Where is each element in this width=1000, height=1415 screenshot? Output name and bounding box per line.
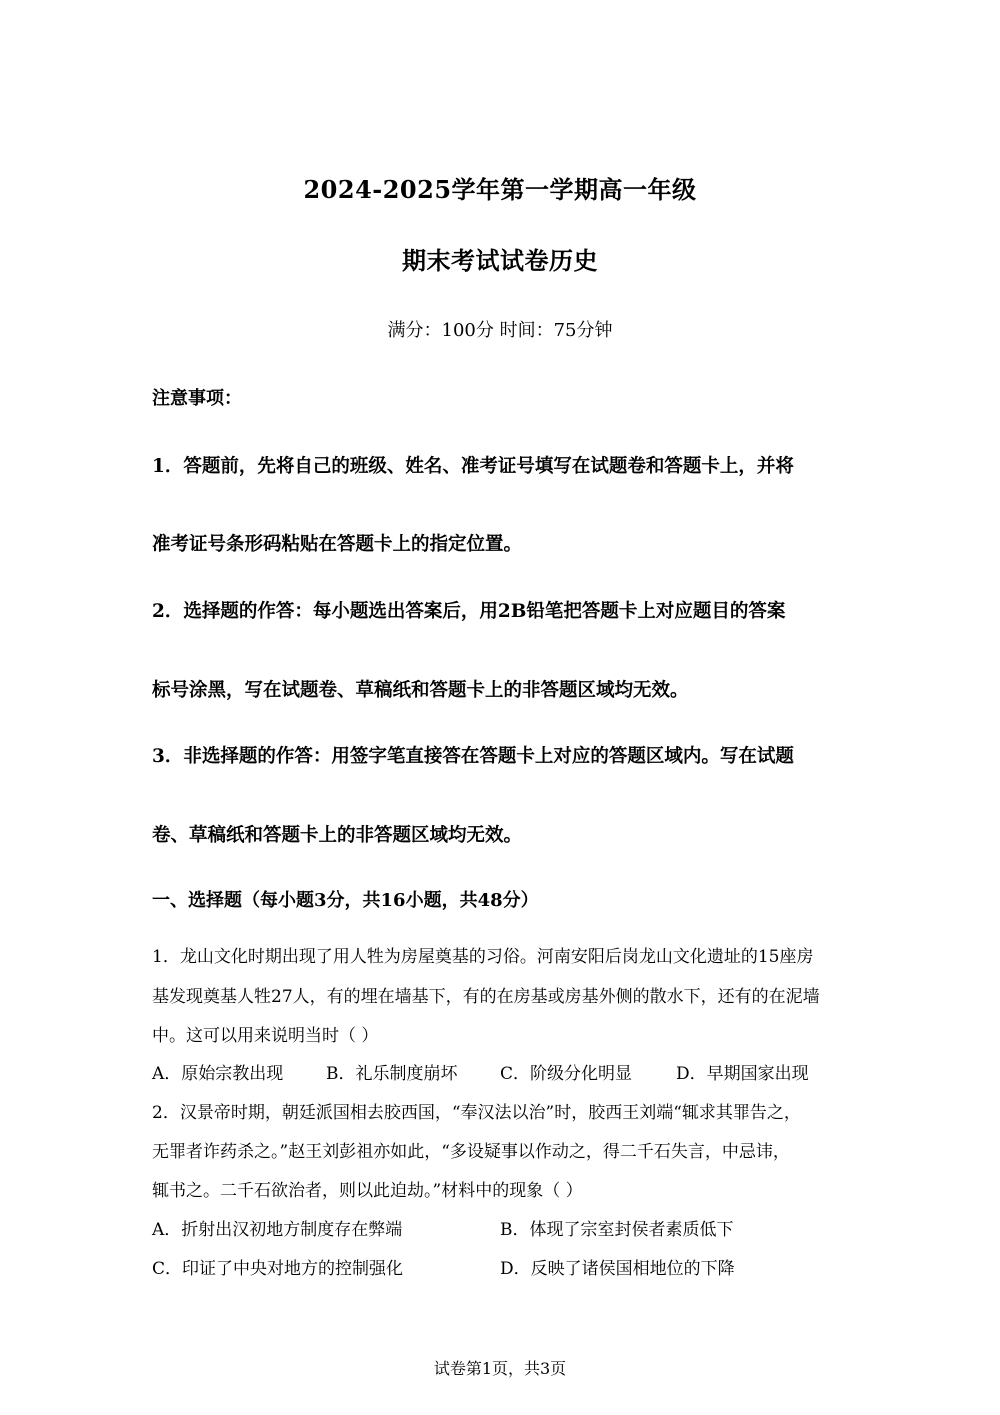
question-1-line: 中。这可以用来说明当时（ ） <box>152 1026 379 1046</box>
question-1-line: 基发现奠基人牲27人，有的埋在墙基下，有的在房基或房基外侧的散水下，还有的在泥墙 <box>152 987 820 1007</box>
question-2-line: 2．汉景帝时期，朝廷派国相去胶西国，“奉汉法以治”时，胶西王刘端“辄求其罪告之， <box>152 1103 801 1123</box>
question-1-line: 1．龙山文化时期出现了用人牲为房屋奠基的习俗。河南安阳后岗龙山文化遗址的15座房 <box>152 947 814 967</box>
page-footer: 试卷第1页，共3页 <box>433 1359 567 1378</box>
exam-title-line2: 期末考试试卷历史 <box>402 246 598 275</box>
note-line: 1．答题前，先将自己的班级、姓名、准考证号填写在试题卷和答题卡上，并将 <box>152 456 794 477</box>
score-time-info: 满分：100分 时间：75分钟 <box>387 320 613 341</box>
question-1-option-c: C．阶级分化明显 <box>500 1064 633 1084</box>
question-2-line: 无罪者诈药杀之。”赵王刘彭祖亦如此，“多设疑事以作动之，得二千石失言，中忌讳， <box>152 1142 790 1162</box>
question-2-option-a: A．折射出汉初地方制度存在弊端 <box>152 1220 403 1240</box>
note-line: 卷、草稿纸和答题卡上的非答题区域均无效。 <box>152 825 523 846</box>
exam-title-line1: 2024-2025学年第一学期高一年级 <box>303 175 697 204</box>
question-1-option-a: A．原始宗教出现 <box>152 1064 284 1084</box>
question-2-option-b: B．体现了宗室封侯者素质低下 <box>500 1220 734 1240</box>
note-line: 准考证号条形码粘贴在答题卡上的指定位置。 <box>152 534 523 555</box>
question-1-option-d: D．早期国家出现 <box>676 1064 809 1084</box>
section-heading: 一、选择题（每小题3分，共16小题，共48分） <box>152 890 539 911</box>
note-line: 标号涂黑，写在试题卷、草稿纸和答题卡上的非答题区域均无效。 <box>152 680 689 701</box>
question-2-line: 辄书之。二千石欲治者，则以此迫劫。”材料中的现象（ ） <box>152 1181 583 1201</box>
notes-heading: 注意事项： <box>152 388 242 409</box>
note-line: 3．非选择题的作答：用签字笔直接答在答题卡上对应的答题区域内。写在试题 <box>152 746 794 767</box>
note-line: 2．选择题的作答：每小题选出答案后，用2B铅笔把答题卡上对应题目的答案 <box>152 601 786 622</box>
question-1-option-b: B．礼乐制度崩坏 <box>326 1064 458 1084</box>
question-2-option-c: C．印证了中央对地方的控制强化 <box>152 1259 404 1279</box>
question-2-option-d: D．反映了诸侯国相地位的下降 <box>500 1259 735 1279</box>
